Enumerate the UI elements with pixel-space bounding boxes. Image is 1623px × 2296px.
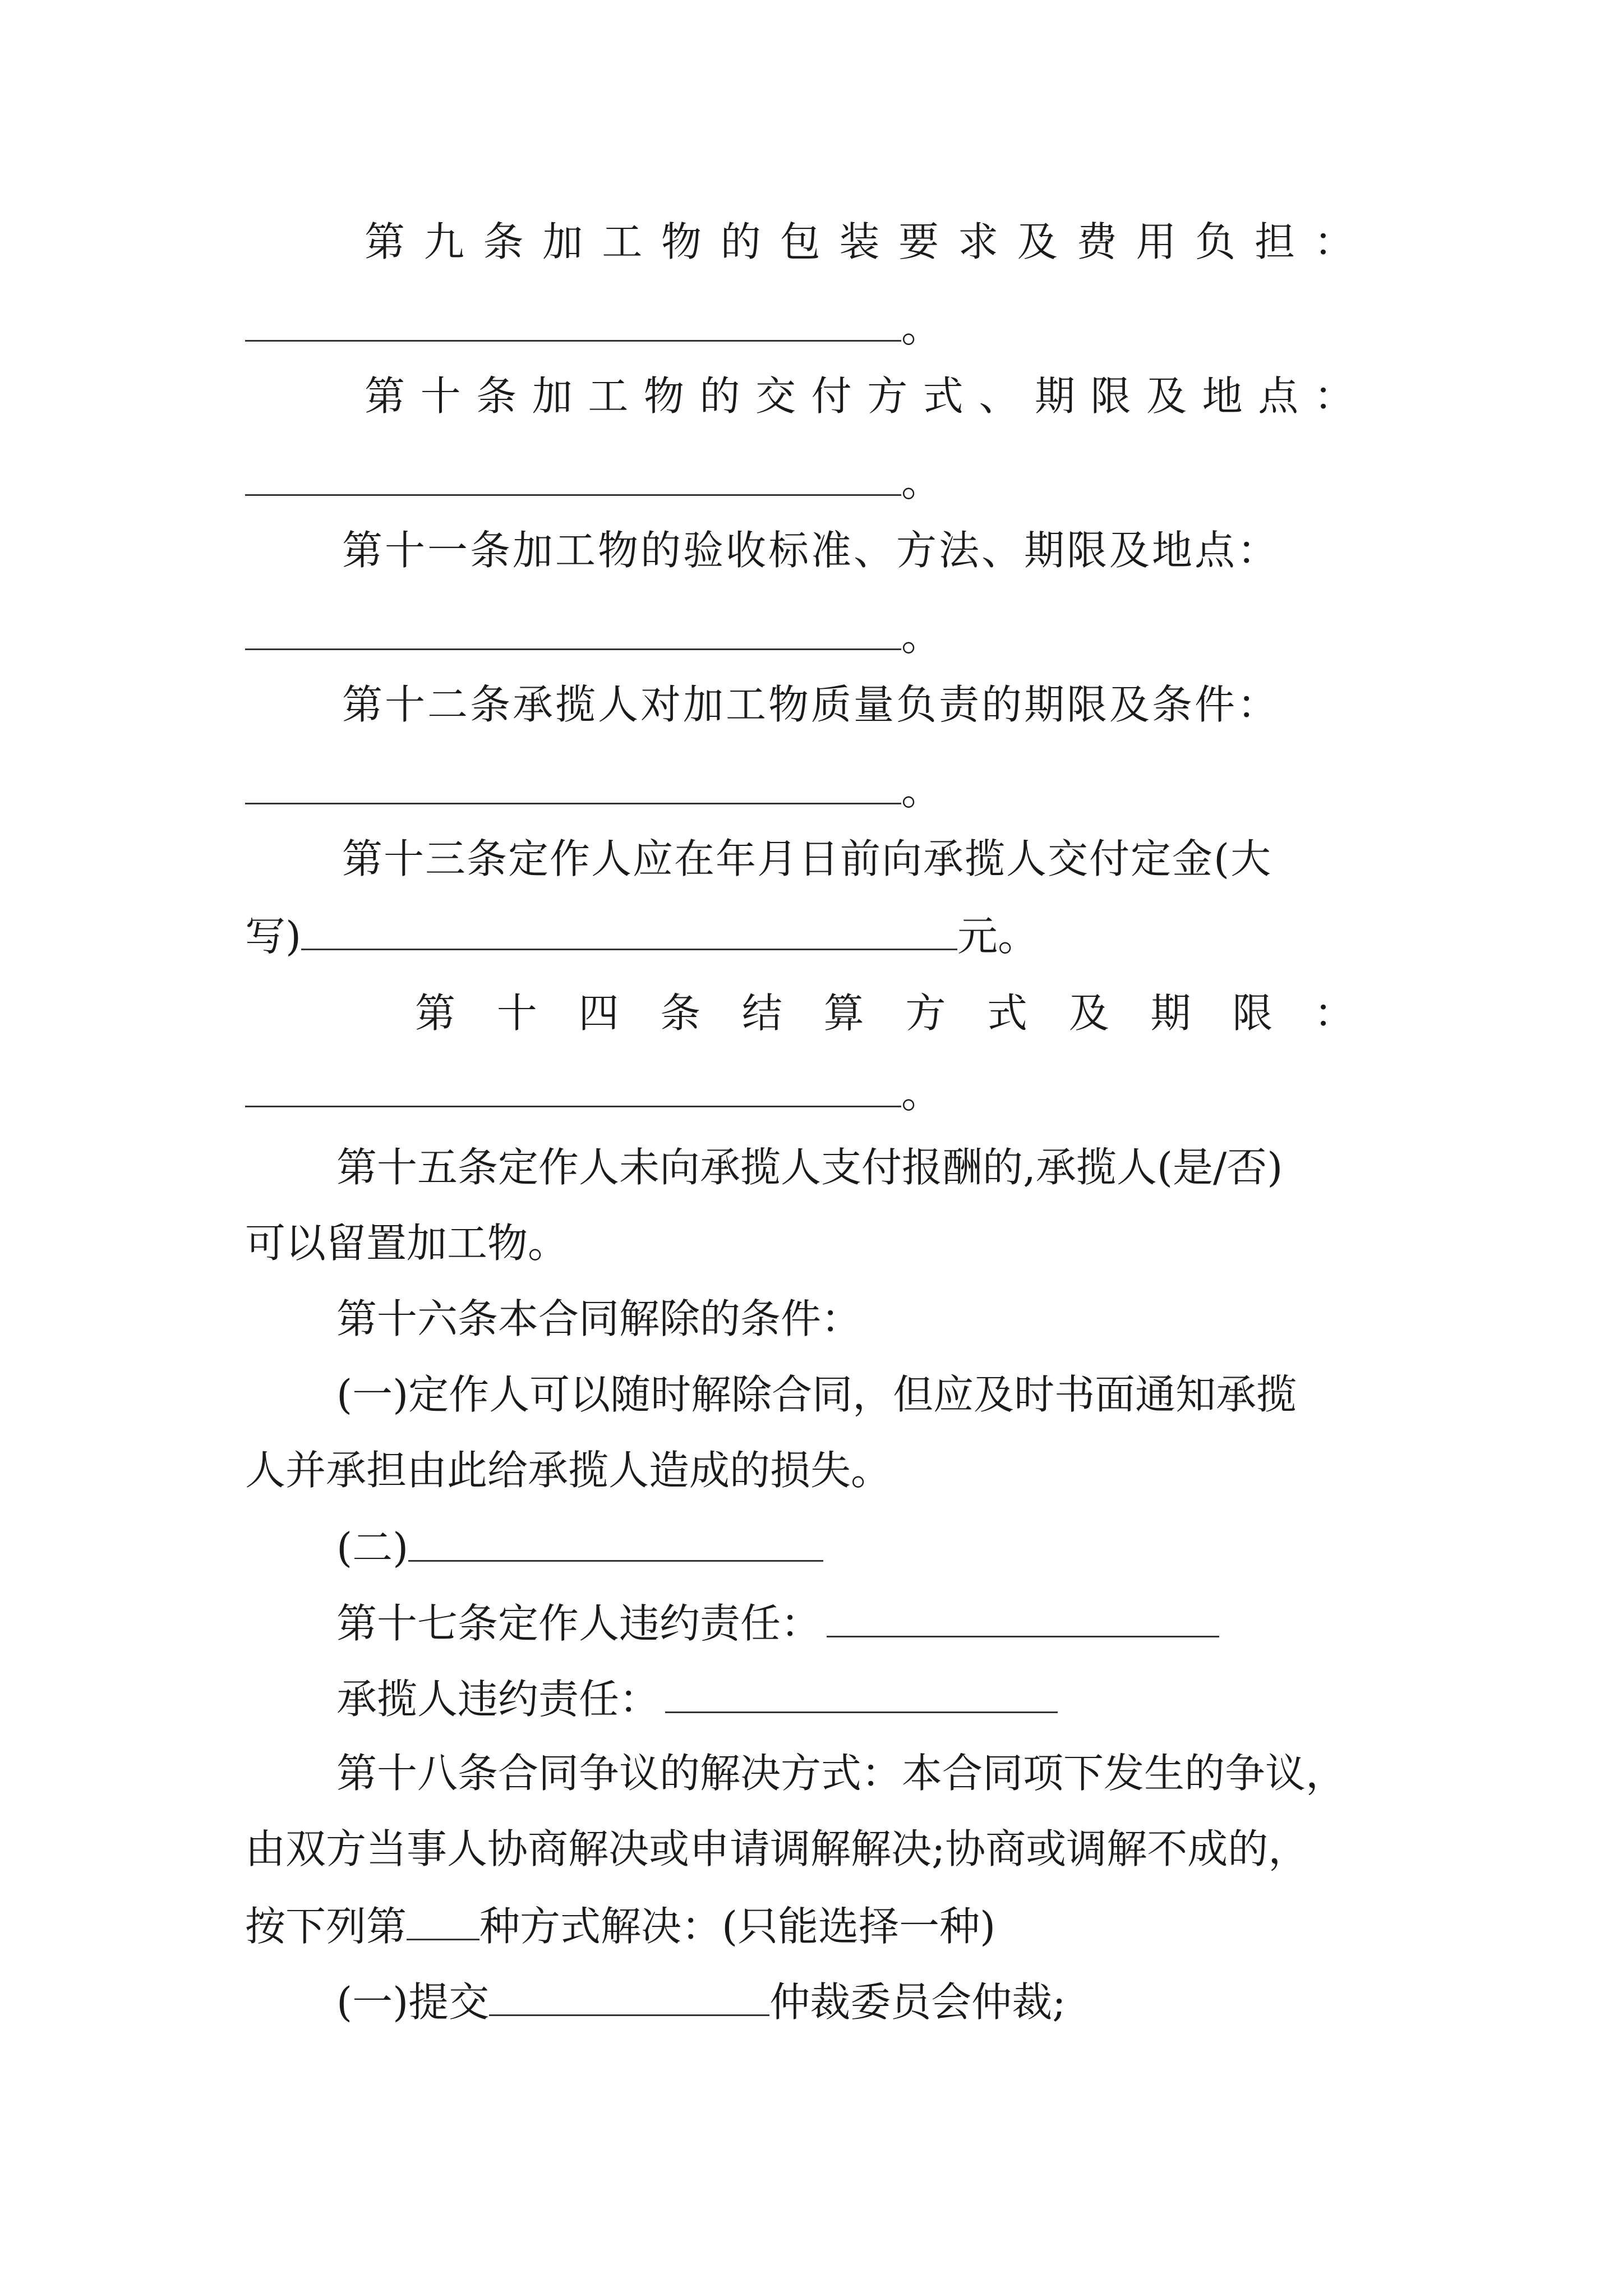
art10-heading-char: 方 bbox=[867, 372, 908, 420]
art10-heading-char: 式 bbox=[923, 372, 963, 420]
article-13-prefix: 写) bbox=[245, 913, 302, 960]
art9-heading-char: 加 bbox=[542, 218, 583, 265]
article-14-blank[interactable] bbox=[245, 1071, 901, 1107]
article-18-item1-suffix: 仲裁委员会仲裁; bbox=[769, 1978, 1066, 2026]
article-12-end: 。 bbox=[901, 767, 942, 815]
article-14-heading bbox=[415, 990, 1354, 1037]
art10-heading-char: 及 bbox=[1146, 372, 1187, 420]
article-11-end: 。 bbox=[901, 613, 942, 660]
art10-heading-char: 工 bbox=[588, 372, 629, 420]
article-16-item1-line1: (一)定作人可以随时解除合同，但应及时书面通知承揽 bbox=[336, 1371, 1297, 1418]
art9-heading-char: 的 bbox=[720, 218, 761, 265]
article-18-suffix: 种方式解决：(只能选择一种) bbox=[479, 1903, 996, 1950]
art9-heading-char: 物 bbox=[661, 218, 702, 265]
art9-heading-char: 九 bbox=[423, 218, 464, 265]
article-9-heading bbox=[365, 218, 1354, 265]
article-16-item2 bbox=[336, 1524, 823, 1572]
article-17-blank[interactable] bbox=[827, 1602, 1219, 1637]
article-12-blank[interactable] bbox=[245, 769, 901, 804]
article-13-blank[interactable] bbox=[301, 914, 957, 950]
art9-heading-char: 装 bbox=[839, 218, 880, 265]
art14-heading-char: 方 bbox=[905, 990, 946, 1037]
art9-heading-char: 担 bbox=[1254, 218, 1295, 265]
article-10-heading bbox=[365, 372, 1354, 420]
art14-heading-char: ： bbox=[1313, 990, 1354, 1037]
article-16-title: 第十六条本合同解除的条件： bbox=[336, 1295, 862, 1342]
article-12-heading: 第十二条承揽人对加工物质量负责的期限及条件： bbox=[342, 681, 1280, 728]
article-17-label: 第十七条定作人违约责任： bbox=[336, 1600, 822, 1648]
art9-heading-char: 用 bbox=[1136, 218, 1177, 265]
article-18-line1: 第十八条合同争议的解决方式：本合同项下发生的争议， bbox=[336, 1750, 1347, 1797]
article-16-item2-prefix: (二) bbox=[336, 1524, 409, 1572]
art9-heading-char: 条 bbox=[483, 218, 524, 265]
article-17-contractor-label: 承揽人违约责任： bbox=[336, 1676, 660, 1723]
art9-heading-char: 包 bbox=[780, 218, 820, 265]
art10-heading-char: 限 bbox=[1090, 372, 1131, 420]
art9-heading-char: 工 bbox=[602, 218, 643, 265]
article-12-answer bbox=[245, 767, 942, 815]
article-18-line2: 由双方当事人协商解决或申请调解解决;协商或调解不成的， bbox=[245, 1825, 1309, 1872]
article-15-line1: 第十五条定作人未向承揽人支付报酬的,承揽人(是/否) bbox=[336, 1144, 1283, 1191]
art14-heading-char: 第 bbox=[415, 990, 456, 1037]
art14-heading-char: 及 bbox=[1068, 990, 1109, 1037]
article-11-answer bbox=[245, 613, 942, 660]
art14-heading-char: 式 bbox=[987, 990, 1028, 1037]
article-15-line2: 可以留置加工物。 bbox=[245, 1220, 569, 1267]
article-16-item1-line2: 人并承担由此给承揽人造成的损失。 bbox=[245, 1447, 892, 1494]
article-18-prefix: 按下列第 bbox=[245, 1903, 407, 1950]
article-16-item2-blank[interactable] bbox=[408, 1526, 823, 1562]
article-10-end: 。 bbox=[901, 458, 942, 506]
art10-heading-char: ： bbox=[1313, 372, 1354, 420]
article-18-item1 bbox=[336, 1978, 1066, 2026]
article-18-choice-blank[interactable] bbox=[407, 1904, 479, 1940]
article-11-heading: 第十一条加工物的验收标准、方法、期限及地点： bbox=[342, 527, 1280, 574]
article-18-line3 bbox=[245, 1903, 996, 1950]
article-14-end: 。 bbox=[901, 1070, 942, 1117]
art10-heading-char: 十 bbox=[420, 372, 461, 420]
art9-heading-char: 第 bbox=[365, 218, 405, 265]
article-10-answer bbox=[245, 458, 942, 506]
art10-heading-char: 条 bbox=[476, 372, 517, 420]
art10-heading-char: 的 bbox=[699, 372, 740, 420]
article-14-answer bbox=[245, 1070, 942, 1117]
article-18-item1-prefix: (一)提交 bbox=[336, 1978, 490, 2026]
art14-heading-char: 四 bbox=[578, 990, 619, 1037]
art9-heading-char: 求 bbox=[957, 218, 998, 265]
art10-heading-char: 付 bbox=[811, 372, 852, 420]
article-9-answer bbox=[245, 304, 942, 352]
art9-heading-char: 及 bbox=[1017, 218, 1058, 265]
article-18-arbitration-blank[interactable] bbox=[489, 1980, 769, 2016]
art14-heading-char: 限 bbox=[1232, 990, 1273, 1037]
art14-heading-char: 条 bbox=[660, 990, 701, 1037]
art10-heading-char: 期 bbox=[1034, 372, 1075, 420]
art14-heading-char: 十 bbox=[496, 990, 537, 1037]
article-13-line2 bbox=[245, 913, 1039, 960]
art10-heading-char: 地 bbox=[1202, 372, 1243, 420]
art14-heading-char: 算 bbox=[823, 990, 864, 1037]
art10-heading-char: 物 bbox=[643, 372, 684, 420]
art14-heading-char: 结 bbox=[741, 990, 782, 1037]
art10-heading-char: 交 bbox=[755, 372, 796, 420]
article-13-line1: 第十三条定作人应在年月日前向承揽人交付定金(大 bbox=[342, 835, 1272, 882]
art9-heading-char: ： bbox=[1313, 218, 1354, 265]
art9-heading-char: 费 bbox=[1076, 218, 1117, 265]
art9-heading-char: 负 bbox=[1195, 218, 1236, 265]
art10-heading-char: 、 bbox=[979, 372, 1020, 420]
article-10-blank[interactable] bbox=[245, 460, 901, 496]
art14-heading-char: 期 bbox=[1150, 990, 1191, 1037]
article-17-line2 bbox=[336, 1676, 1058, 1723]
article-9-end: 。 bbox=[901, 304, 942, 352]
article-9-blank[interactable] bbox=[245, 306, 901, 342]
art10-heading-char: 加 bbox=[532, 372, 573, 420]
art9-heading-char: 要 bbox=[898, 218, 939, 265]
article-13-suffix: 元。 bbox=[957, 913, 1039, 960]
art10-heading-char: 点 bbox=[1258, 372, 1299, 420]
article-17-contractor-blank[interactable] bbox=[665, 1677, 1058, 1713]
art10-heading-char: 第 bbox=[365, 372, 405, 420]
article-11-blank[interactable] bbox=[245, 614, 901, 650]
article-17-line1 bbox=[336, 1600, 1219, 1648]
